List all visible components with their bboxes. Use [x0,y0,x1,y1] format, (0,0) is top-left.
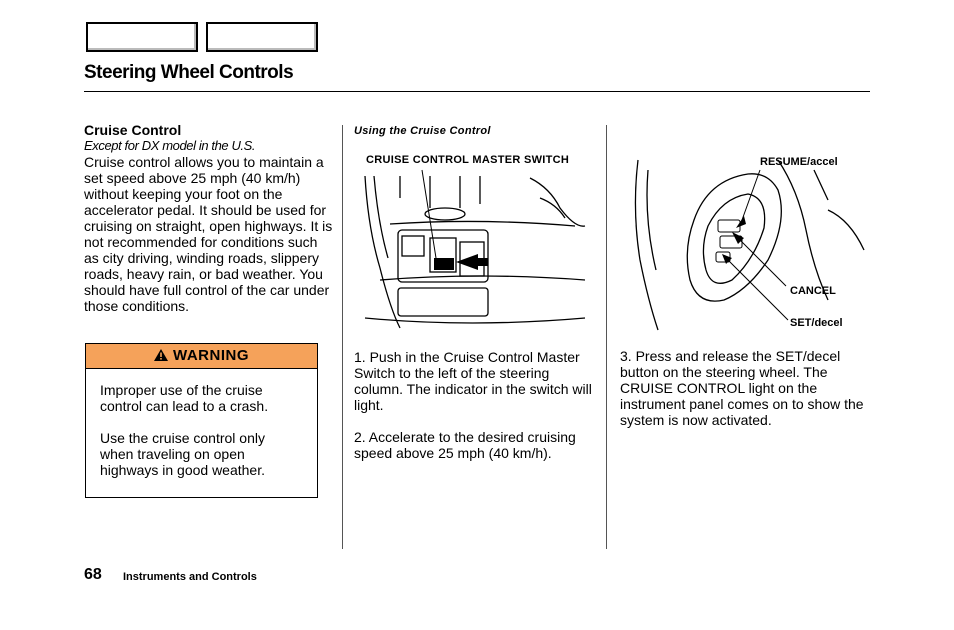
cruise-body: Cruise control allows you to maintain a set speed above 25 mph (40 km/h) without keeping your foot on the accelerator pedal. It should be used for cruising on straight, open highways. It is not recommended for conditions such as city driving, winding roads, slippery roads, heavy rain, or bad weather. You should have full control of the car under those conditions. [84,154,333,314]
page-title: Steering Wheel Controls [84,62,294,83]
cancel-label: CANCEL [790,285,836,297]
cruise-heading: Cruise Control [84,122,182,138]
step-2: 2. Accelerate to the desired cruising speed above 25 mph (40 km/h). [354,429,576,461]
master-switch-illustration [360,168,590,334]
column-divider [606,125,607,549]
title-divider [84,91,870,92]
figure-caption: Using the Cruise Control [354,125,491,137]
cruise-intro [84,122,334,314]
warning-text-2: Use the cruise control only when traveling on open highways in good weather. [100,430,265,478]
step-1: 1. Push in the Cruise Control Master Switch to the left of the steering column. The indicator in the switch will light. [354,349,592,413]
warning-box [85,343,318,498]
column-divider [342,125,343,549]
resume-label: RESUME/accel [760,156,838,168]
nav-next-button[interactable] [206,22,318,52]
nav-prev-button[interactable] [86,22,198,52]
warning-text-1: Improper use of the cruise control can lead to a crash. [100,382,269,414]
master-switch-label: CRUISE CONTROL MASTER SWITCH [366,154,570,166]
warning-title: WARNING [173,347,249,364]
warning-triangle-icon [154,345,168,369]
set-label: SET/decel [790,317,843,329]
section-name: Instruments and Controls [123,571,257,583]
step-3: 3. Press and release the SET/decel button on the steering wheel. The CRUISE CONTROL light on the instrument panel comes on to show the system is now activated. [620,348,864,428]
page-number: 68 [84,566,102,583]
model-note: Except for DX model in the U.S. [84,138,256,153]
steering-wheel-buttons-illustration [628,150,872,334]
warning-header [86,344,317,369]
